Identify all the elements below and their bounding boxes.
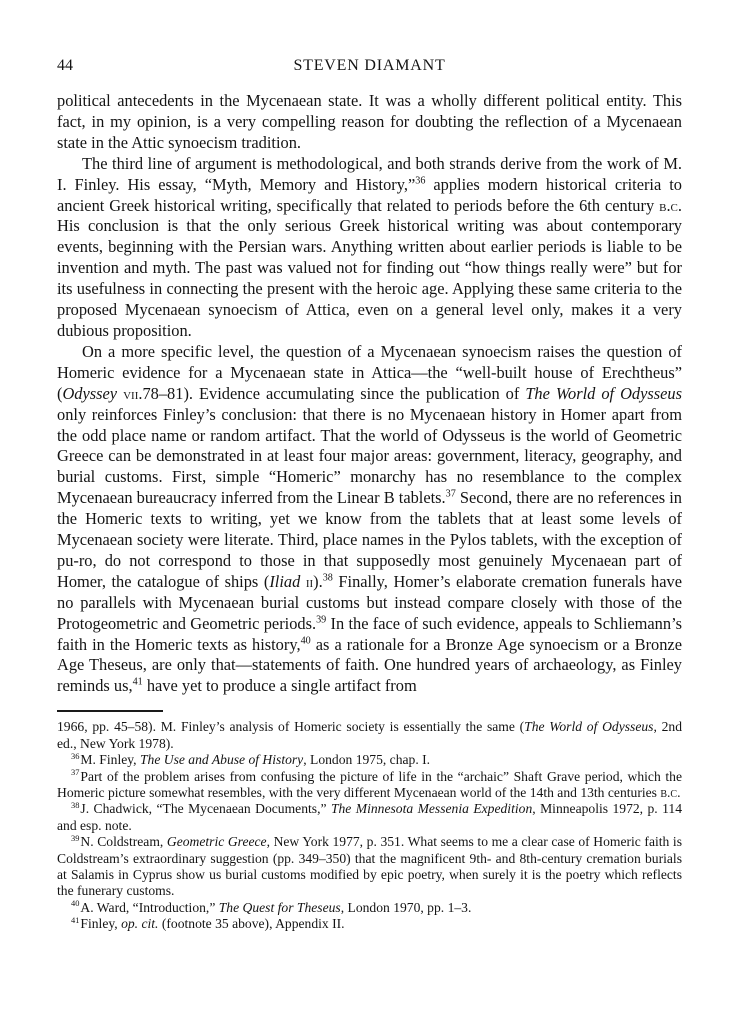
footnotes xyxy=(57,719,682,932)
page-number: 44 xyxy=(57,57,73,74)
page-header xyxy=(57,57,682,77)
text-segment: The Minnesota Messenia Expedition xyxy=(330,801,533,817)
body-paragraph xyxy=(57,154,682,342)
text-segment: only reinforces Finley’s conclusion: that there is no Mycenaean history in Homer apart from the odd place name or random artifact. That the world of Odysseus is the world of Geometric Greece can be demonstrated in at least four major areas: government, literacy, geography, and burial customs. First, simple “Homeric” monarchy has no resemblance to the complex Mycenaean bureaucracy inferred from the Linear B tablets. xyxy=(57,404,682,508)
text-segment: , London 1970, pp. 1–3. xyxy=(340,899,472,915)
text-segment: Finley, xyxy=(80,916,122,932)
footnote-marker: 38 xyxy=(71,799,80,810)
text-segment: His conclusion is that the only serious Greek historical writing was about contemporary events, beginning with the Persian wars. Anything written about earlier periods is liable to be invention and myth. The past was valued not for finding out “how things really were” but for its usefulness in connecting the present with the heroic age. Applying these same criteria to the proposed Mycenaean synoecism of Attica, even on a general level only, makes it a very dubious proposition. xyxy=(57,216,682,340)
text-segment: The Use and Abuse of History xyxy=(139,752,304,768)
footnote-reference: 37 xyxy=(445,488,456,500)
text-segment: , London 1975, chap. I. xyxy=(303,752,431,768)
text-segment: Odyssey xyxy=(62,383,118,403)
text-segment: op. cit. xyxy=(121,916,159,932)
text-segment: b.c. xyxy=(660,784,681,800)
footnote xyxy=(57,900,682,916)
body-text xyxy=(57,91,682,697)
text-segment: .78–81). Evidence accumulating since the publication of xyxy=(138,383,526,403)
text-segment: Finally, Homer’s elaborate cremation funerals have no parallels with Mycenaean burial customs but instead compare closely with those of the Protogeometric and Geometric periods. xyxy=(57,571,682,633)
text-segment: M. Finley, xyxy=(80,752,140,768)
text-segment: A. Ward, “Introduction,” xyxy=(80,899,219,915)
footnote-marker: 41 xyxy=(71,914,80,925)
text-segment: The World of Odysseus xyxy=(524,719,654,735)
text-segment: N. Coldstream, xyxy=(80,834,167,850)
text-segment: The Quest for Theseus xyxy=(218,899,341,915)
footnote-reference: 38 xyxy=(322,572,333,584)
footnote-reference: 40 xyxy=(300,635,311,647)
text-segment: In the face of such evidence, appeals to Schliemann’s faith in the Homeric texts as history, xyxy=(57,613,683,654)
footnote-marker: 40 xyxy=(71,898,80,909)
running-head: STEVEN DIAMANT xyxy=(293,57,446,74)
text-segment: 1966, pp. 45–58). M. Finley’s analysis of Homeric society is essentially the same ( xyxy=(57,719,525,735)
text-segment: ). xyxy=(313,571,323,591)
footnote-reference: 41 xyxy=(132,676,143,688)
footnote-separator xyxy=(57,710,163,712)
text-segment: On a more specific level, the question of a Mycenaean synoecism raises the question of Homeric evidence for a Mycenaean state in Attica—the “well-built house of Erechtheus” ( xyxy=(57,341,682,403)
body-paragraph xyxy=(57,342,682,697)
text-segment: political antecedents in the Mycenaean state. It was a wholly different political entity. This fact, in my opinion, is a very compelling reason for doubting the reflection of a Mycenaean state in the Attic synoecism tradition. xyxy=(57,91,682,152)
text-segment: J. Chadwick, “The Mycenaean Documents,” xyxy=(80,801,331,817)
text-segment: , New York 1977, p. 351. What seems to me a clear case of Homeric faith is Coldstream’s extraordinary suggestion (pp. 349–350) that the magnificent 9th- and 8th-century cremation burials at Salamis in Cyprus show us burial customs modified by epic poetry, when surely it is the poetry which reflects the funerary customs. xyxy=(57,834,682,899)
text-segment: Geometric Greece xyxy=(166,834,267,850)
text-segment: The third line of argument is methodological, and both strands derive from the work of M. I. Finley. His essay, “Myth, Memory and History,” xyxy=(57,153,682,194)
footnote-marker: 36 xyxy=(71,750,80,761)
footnote xyxy=(57,834,682,900)
text-segment: Part of the problem arises from confusing the picture of life in the “archaic” Shaft Grave period, which the Homeric picture somewhat resembles, with the very different Mycenaean world of the 14th and 13th centuries xyxy=(57,768,682,800)
page-content xyxy=(57,91,682,933)
footnote-marker: 39 xyxy=(71,832,80,843)
text-segment: , Minneapolis 1972, p. 114 and esp. note. xyxy=(57,801,682,833)
text-segment: , 2nd ed., New York 1978). xyxy=(57,719,683,751)
footnote xyxy=(57,766,682,802)
footnote xyxy=(57,801,682,834)
text-segment: Iliad xyxy=(269,571,301,591)
text-segment: have yet to produce a single artifact from xyxy=(142,676,417,696)
text-segment: b.c. xyxy=(659,195,682,215)
footnote-reference: 39 xyxy=(316,614,327,626)
text-segment: as a rationale for a Bronze Age synoecism or a Bronze Age Theseus, are only that—statements of faith. One hundred years of archaeology, as Finley reminds us, xyxy=(57,634,682,696)
text-segment: Second, there are no references in the Homeric texts to writing, yet we know from the tablets that at least some levels of Mycenaean society were literate. Third, place names in the Pylos tablets, with the exception of pu-ro, do not correspond to those in that supposedly most genuinely Mycenaean part of Homer, the catalogue of ships ( xyxy=(57,488,682,591)
text-segment: applies modern historical criteria to ancient Greek historical writing, specifically that related to periods before the 6th century xyxy=(57,174,682,215)
text-segment: ii xyxy=(305,571,314,591)
footnote-reference: 36 xyxy=(415,175,426,187)
text-segment: The World of Odysseus xyxy=(525,383,683,403)
text-segment: (footnote 35 above), Appendix II. xyxy=(158,916,345,932)
footnote xyxy=(57,916,682,932)
text-segment: vii xyxy=(123,383,139,403)
footnote-marker: 37 xyxy=(71,766,80,777)
footnote xyxy=(57,719,682,752)
footnote xyxy=(57,752,682,768)
body-paragraph xyxy=(57,91,682,154)
